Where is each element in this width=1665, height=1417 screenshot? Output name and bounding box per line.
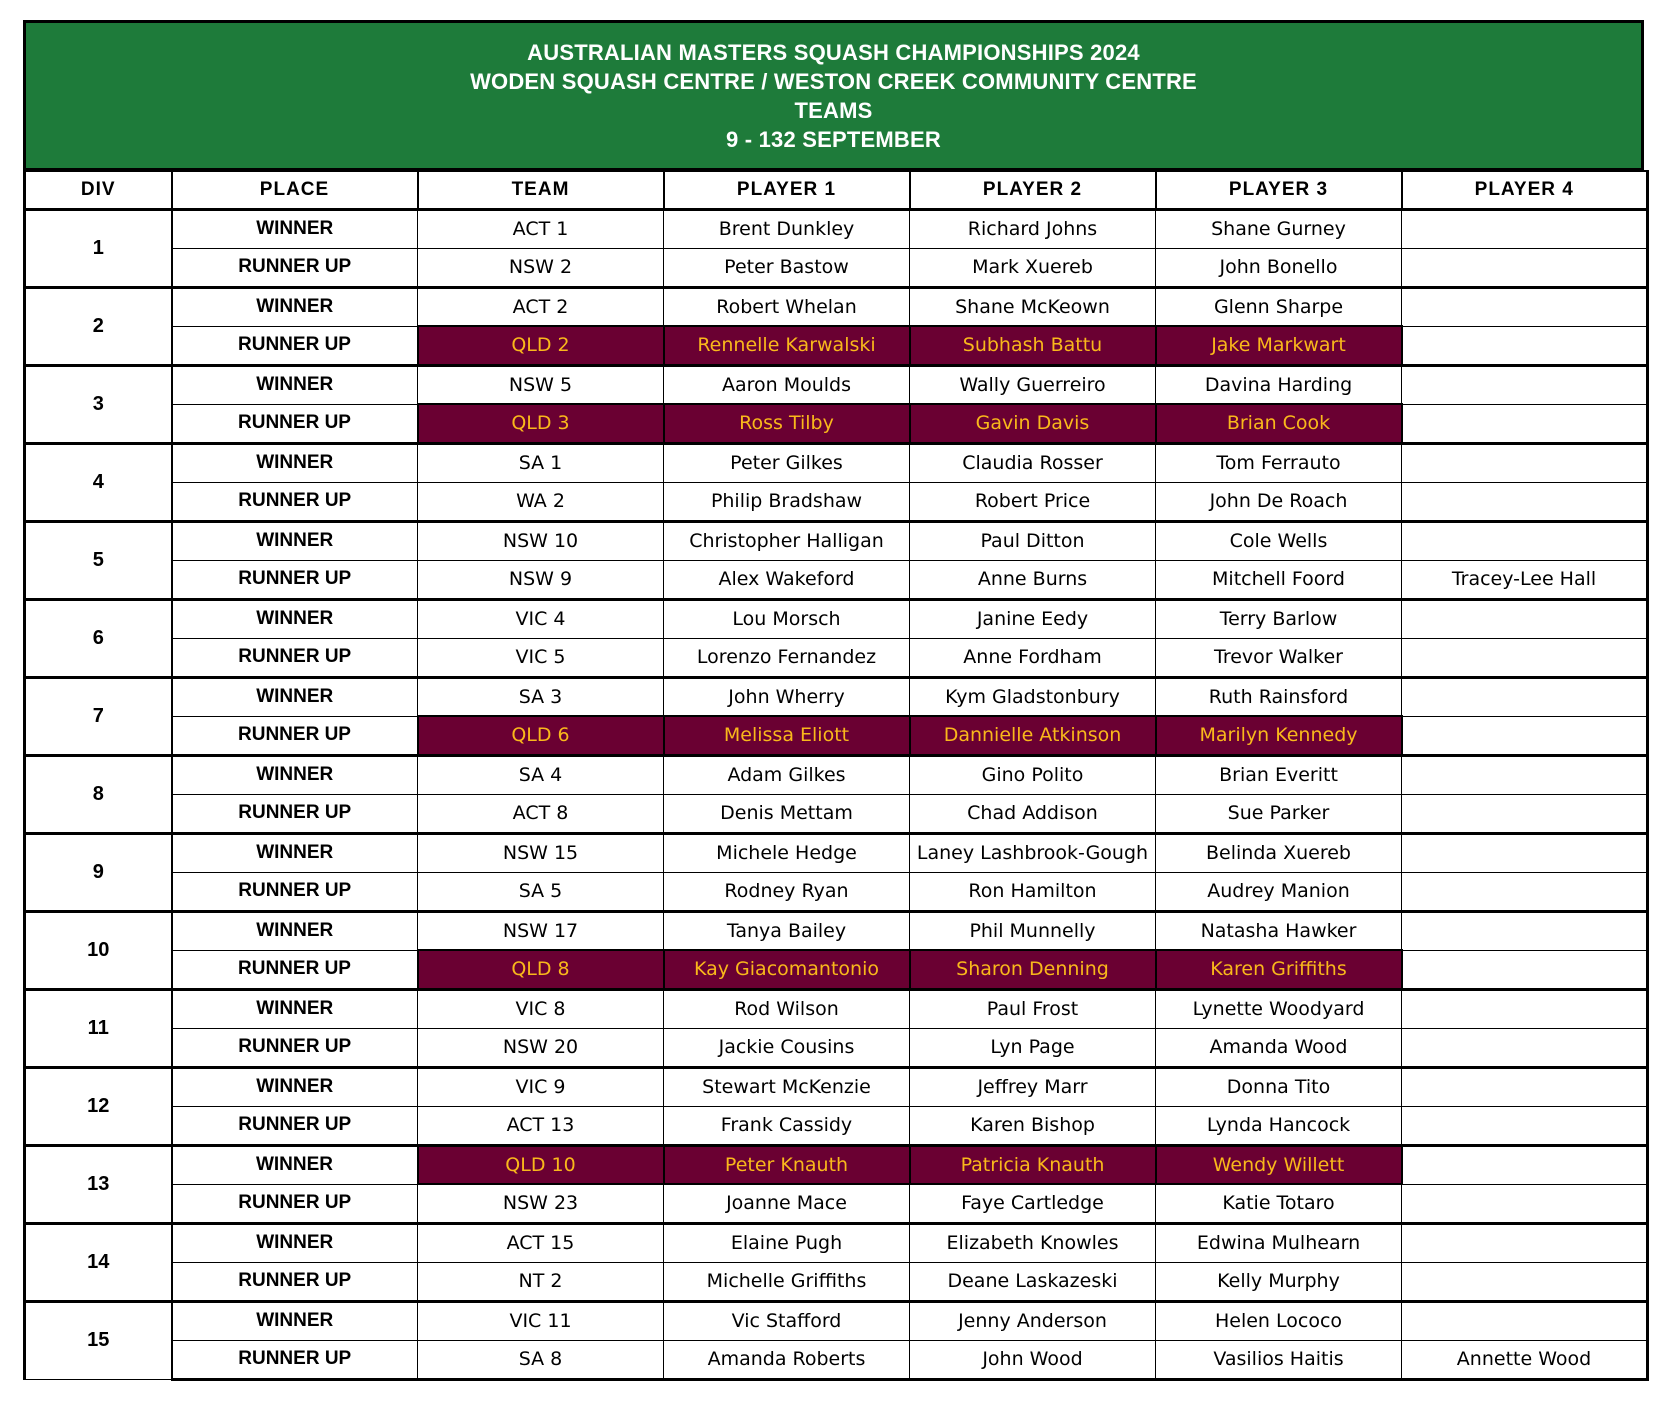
table-row [25,716,1648,755]
player-3-cell: Jake Markwart [1156,326,1402,365]
player-4-cell [1402,716,1648,755]
player-4-cell [1402,1145,1648,1184]
table-row [25,1262,1648,1301]
team-cell: WA 2 [418,482,664,521]
table-row [25,482,1648,521]
player-1-cell: Rennelle Karwalski [664,326,910,365]
division-number: 5 [25,521,172,599]
player-4-cell [1402,677,1648,716]
table-row [25,404,1648,443]
player-2-cell: John Wood [910,1340,1156,1379]
player-4-cell [1402,872,1648,911]
column-header-place: PLACE [172,171,418,209]
player-3-cell: Wendy Willett [1156,1145,1402,1184]
player-1-cell: Vic Stafford [664,1301,910,1340]
player-2-cell: Mark Xuereb [910,248,1156,287]
team-cell: SA 1 [418,443,664,482]
player-3-cell: Donna Tito [1156,1067,1402,1106]
player-4-cell [1402,1067,1648,1106]
player-4-cell [1402,1106,1648,1145]
player-2-cell: Elizabeth Knowles [910,1223,1156,1262]
team-cell: ACT 2 [418,287,664,326]
table-row [25,833,1648,872]
player-1-cell: Jackie Cousins [664,1028,910,1067]
table-row [25,1340,1648,1379]
player-2-cell: Deane Laskazeski [910,1262,1156,1301]
player-1-cell: Amanda Roberts [664,1340,910,1379]
player-2-cell: Gavin Davis [910,404,1156,443]
division-number: 9 [25,833,172,911]
player-1-cell: Robert Whelan [664,287,910,326]
player-4-cell [1402,911,1648,950]
player-4-cell [1402,1262,1648,1301]
team-cell: ACT 8 [418,794,664,833]
player-4-cell [1402,365,1648,404]
division-number: 3 [25,365,172,443]
title-banner [23,20,1644,170]
team-cell: QLD 6 [418,716,664,755]
player-3-cell: Edwina Mulhearn [1156,1223,1402,1262]
team-cell: ACT 15 [418,1223,664,1262]
table-row [25,794,1648,833]
table-row [25,989,1648,1028]
place-cell: WINNER [172,1145,418,1184]
player-1-cell: Ross Tilby [664,404,910,443]
player-3-cell: Glenn Sharpe [1156,287,1402,326]
team-cell: NSW 17 [418,911,664,950]
table-row [25,1184,1648,1223]
header-row [25,171,1648,209]
player-2-cell: Jenny Anderson [910,1301,1156,1340]
player-1-cell: Stewart McKenzie [664,1067,910,1106]
player-3-cell: Helen Lococo [1156,1301,1402,1340]
player-4-cell [1402,209,1648,248]
team-cell: QLD 10 [418,1145,664,1184]
place-cell: WINNER [172,443,418,482]
team-cell: NSW 10 [418,521,664,560]
player-2-cell: Phil Munnelly [910,911,1156,950]
player-2-cell: Robert Price [910,482,1156,521]
place-cell: RUNNER UP [172,1184,418,1223]
player-4-cell [1402,950,1648,989]
column-header-div: DIV [25,171,172,209]
player-2-cell: Wally Guerreiro [910,365,1156,404]
table-row [25,287,1648,326]
division-number: 10 [25,911,172,989]
team-cell: VIC 8 [418,989,664,1028]
place-cell: WINNER [172,1223,418,1262]
player-2-cell: Ron Hamilton [910,872,1156,911]
division-number: 8 [25,755,172,833]
event-type-title: TEAMS [794,97,873,123]
place-cell: RUNNER UP [172,950,418,989]
player-1-cell: Lou Morsch [664,599,910,638]
player-2-cell: Jeffrey Marr [910,1067,1156,1106]
player-1-cell: Peter Bastow [664,248,910,287]
player-1-cell: John Wherry [664,677,910,716]
player-2-cell: Janine Eedy [910,599,1156,638]
player-2-cell: Chad Addison [910,794,1156,833]
results-body [25,209,1648,1379]
division-number: 13 [25,1145,172,1223]
player-2-cell: Faye Cartledge [910,1184,1156,1223]
table-row [25,1301,1648,1340]
division-number: 7 [25,677,172,755]
team-cell: SA 8 [418,1340,664,1379]
player-1-cell: Brent Dunkley [664,209,910,248]
place-cell: RUNNER UP [172,638,418,677]
table-row [25,365,1648,404]
player-1-cell: Adam Gilkes [664,755,910,794]
team-cell: QLD 3 [418,404,664,443]
player-1-cell: Lorenzo Fernandez [664,638,910,677]
division-number: 6 [25,599,172,677]
team-cell: NSW 20 [418,1028,664,1067]
player-2-cell: Gino Polito [910,755,1156,794]
player-1-cell: Tanya Bailey [664,911,910,950]
division-number: 2 [25,287,172,365]
results-table [23,170,1649,1381]
player-3-cell: Amanda Wood [1156,1028,1402,1067]
player-2-cell: Anne Fordham [910,638,1156,677]
player-3-cell: Trevor Walker [1156,638,1402,677]
player-4-cell [1402,599,1648,638]
table-row [25,326,1648,365]
team-cell: NSW 23 [418,1184,664,1223]
place-cell: WINNER [172,755,418,794]
player-3-cell: Brian Everitt [1156,755,1402,794]
player-1-cell: Michele Hedge [664,833,910,872]
player-4-cell [1402,989,1648,1028]
place-cell: WINNER [172,1067,418,1106]
table-row [25,521,1648,560]
table-row [25,1145,1648,1184]
team-cell: ACT 13 [418,1106,664,1145]
player-1-cell: Alex Wakeford [664,560,910,599]
player-3-cell: Mitchell Foord [1156,560,1402,599]
player-1-cell: Michelle Griffiths [664,1262,910,1301]
table-row [25,443,1648,482]
team-cell: NSW 5 [418,365,664,404]
table-row [25,950,1648,989]
team-cell: NSW 2 [418,248,664,287]
player-4-cell: Tracey-Lee Hall [1402,560,1648,599]
player-1-cell: Melissa Eliott [664,716,910,755]
place-cell: WINNER [172,599,418,638]
player-3-cell: Audrey Manion [1156,872,1402,911]
player-3-cell: Katie Totaro [1156,1184,1402,1223]
place-cell: WINNER [172,989,418,1028]
table-row [25,1223,1648,1262]
player-2-cell: Paul Frost [910,989,1156,1028]
player-3-cell: Lynette Woodyard [1156,989,1402,1028]
place-cell: WINNER [172,209,418,248]
team-cell: SA 5 [418,872,664,911]
place-cell: WINNER [172,677,418,716]
player-3-cell: Kelly Murphy [1156,1262,1402,1301]
place-cell: RUNNER UP [172,1106,418,1145]
place-cell: RUNNER UP [172,1262,418,1301]
player-1-cell: Philip Bradshaw [664,482,910,521]
team-cell: SA 4 [418,755,664,794]
column-header-player-2: PLAYER 2 [910,171,1156,209]
player-4-cell [1402,794,1648,833]
table-row [25,560,1648,599]
player-1-cell: Peter Knauth [664,1145,910,1184]
player-4-cell [1402,521,1648,560]
player-1-cell: Denis Mettam [664,794,910,833]
player-2-cell: Kym Gladstonbury [910,677,1156,716]
date-title: 9 - 132 SEPTEMBER [726,126,941,152]
place-cell: RUNNER UP [172,248,418,287]
player-1-cell: Christopher Halligan [664,521,910,560]
table-row [25,1028,1648,1067]
player-4-cell [1402,248,1648,287]
place-cell: RUNNER UP [172,326,418,365]
player-4-cell [1402,443,1648,482]
player-3-cell: Belinda Xuereb [1156,833,1402,872]
division-number: 14 [25,1223,172,1301]
player-1-cell: Elaine Pugh [664,1223,910,1262]
player-2-cell: Anne Burns [910,560,1156,599]
player-3-cell: Lynda Hancock [1156,1106,1402,1145]
column-header-player-3: PLAYER 3 [1156,171,1402,209]
player-3-cell: Terry Barlow [1156,599,1402,638]
place-cell: RUNNER UP [172,404,418,443]
place-cell: WINNER [172,833,418,872]
player-4-cell [1402,326,1648,365]
player-1-cell: Joanne Mace [664,1184,910,1223]
team-cell: ACT 1 [418,209,664,248]
player-4-cell [1402,1184,1648,1223]
division-number: 1 [25,209,172,287]
team-cell: VIC 11 [418,1301,664,1340]
column-header-team: TEAM [418,171,664,209]
player-3-cell: Karen Griffiths [1156,950,1402,989]
player-3-cell: Natasha Hawker [1156,911,1402,950]
player-1-cell: Kay Giacomantonio [664,950,910,989]
player-4-cell [1402,1223,1648,1262]
player-2-cell: Claudia Rosser [910,443,1156,482]
table-row [25,209,1648,248]
player-4-cell [1402,1301,1648,1340]
player-1-cell: Rod Wilson [664,989,910,1028]
place-cell: WINNER [172,1301,418,1340]
table-row [25,911,1648,950]
team-cell: VIC 4 [418,599,664,638]
player-4-cell [1402,833,1648,872]
championship-title: AUSTRALIAN MASTERS SQUASH CHAMPIONSHIPS 2024 [527,39,1140,65]
venue-title: WODEN SQUASH CENTRE / WESTON CREEK COMMUNITY CENTRE [470,68,1197,94]
team-cell: NSW 15 [418,833,664,872]
table-row [25,872,1648,911]
player-4-cell [1402,482,1648,521]
team-cell: SA 3 [418,677,664,716]
team-cell: VIC 9 [418,1067,664,1106]
player-1-cell: Frank Cassidy [664,1106,910,1145]
team-cell: QLD 2 [418,326,664,365]
place-cell: RUNNER UP [172,872,418,911]
player-3-cell: Sue Parker [1156,794,1402,833]
player-4-cell [1402,638,1648,677]
place-cell: RUNNER UP [172,794,418,833]
player-2-cell: Richard Johns [910,209,1156,248]
results-sheet [23,20,1644,1381]
team-cell: NT 2 [418,1262,664,1301]
place-cell: WINNER [172,521,418,560]
player-3-cell: John Bonello [1156,248,1402,287]
table-row [25,1106,1648,1145]
player-2-cell: Karen Bishop [910,1106,1156,1145]
division-number: 15 [25,1301,172,1379]
player-4-cell [1402,404,1648,443]
table-row [25,677,1648,716]
player-4-cell [1402,1028,1648,1067]
place-cell: WINNER [172,287,418,326]
column-header-player-1: PLAYER 1 [664,171,910,209]
player-3-cell: Tom Ferrauto [1156,443,1402,482]
place-cell: RUNNER UP [172,716,418,755]
player-2-cell: Laney Lashbrook-Gough [910,833,1156,872]
team-cell: VIC 5 [418,638,664,677]
place-cell: RUNNER UP [172,560,418,599]
player-1-cell: Peter Gilkes [664,443,910,482]
division-number: 11 [25,989,172,1067]
player-2-cell: Subhash Battu [910,326,1156,365]
player-3-cell: Ruth Rainsford [1156,677,1402,716]
player-2-cell: Sharon Denning [910,950,1156,989]
table-row [25,1067,1648,1106]
place-cell: RUNNER UP [172,482,418,521]
player-4-cell [1402,287,1648,326]
player-3-cell: Marilyn Kennedy [1156,716,1402,755]
division-number: 4 [25,443,172,521]
player-2-cell: Patricia Knauth [910,1145,1156,1184]
player-2-cell: Lyn Page [910,1028,1156,1067]
table-row [25,755,1648,794]
team-cell: NSW 9 [418,560,664,599]
player-3-cell: Brian Cook [1156,404,1402,443]
place-cell: RUNNER UP [172,1340,418,1379]
player-4-cell: Annette Wood [1402,1340,1648,1379]
place-cell: WINNER [172,365,418,404]
table-row [25,638,1648,677]
player-2-cell: Dannielle Atkinson [910,716,1156,755]
player-3-cell: Vasilios Haitis [1156,1340,1402,1379]
place-cell: WINNER [172,911,418,950]
player-4-cell [1402,755,1648,794]
player-2-cell: Shane McKeown [910,287,1156,326]
player-2-cell: Paul Ditton [910,521,1156,560]
player-3-cell: John De Roach [1156,482,1402,521]
table-row [25,599,1648,638]
player-3-cell: Davina Harding [1156,365,1402,404]
column-header-player-4: PLAYER 4 [1402,171,1648,209]
player-3-cell: Shane Gurney [1156,209,1402,248]
division-number: 12 [25,1067,172,1145]
player-1-cell: Rodney Ryan [664,872,910,911]
table-row [25,248,1648,287]
player-1-cell: Aaron Moulds [664,365,910,404]
team-cell: QLD 8 [418,950,664,989]
player-3-cell: Cole Wells [1156,521,1402,560]
place-cell: RUNNER UP [172,1028,418,1067]
